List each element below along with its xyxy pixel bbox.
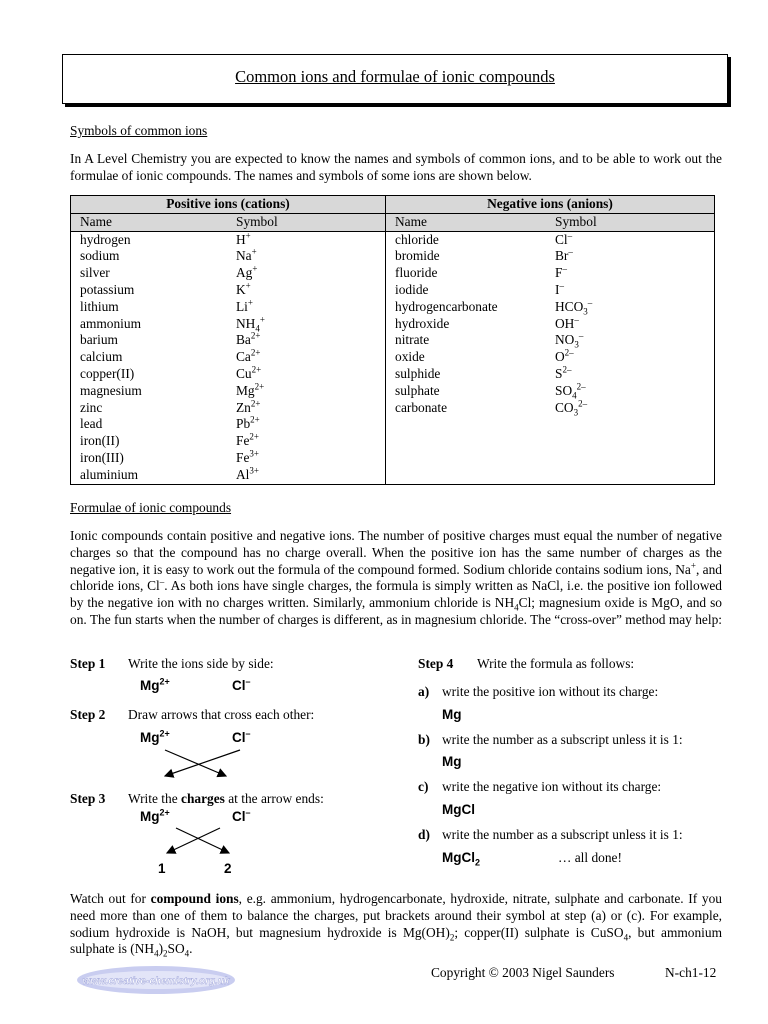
ion-symbol: Br– xyxy=(555,246,573,264)
step1-cl-ion: Cl– xyxy=(232,676,251,693)
name-column-label: Name xyxy=(80,213,112,229)
symbol-column-label: Symbol xyxy=(555,213,597,229)
ion-symbol: $Al^{3+}$ xyxy=(236,465,259,482)
ion-name: sulphide xyxy=(395,365,441,381)
step4-text: Write the formula as follows: xyxy=(477,656,635,671)
site-logo xyxy=(75,963,237,997)
all-done-text: … all done! xyxy=(558,850,622,865)
compound-ions-paragraph: Watch out for compound ions, e.g. ammonium, hydrogencarbonate, hydroxide, nitrate, sulphate and carbonate. If you need more than one of them to balance the charges, put brackets around their symbol at step (a) or (c). For example, sodium hydroxide is NaOH, but magnesium hydroxide is $Mg(OH)_2$; copper(II) sulphate is CuSO$_4$, but ammonium sulphate is $(NH_4)_2SO_4$. xyxy=(70,891,722,960)
svg-text:www.creative-chemistry.org.uk: www.creative-chemistry.org.uk xyxy=(82,976,230,987)
ion-name: sulphate xyxy=(395,382,440,398)
ion-name: zinc xyxy=(80,399,103,415)
ion-symbol: K+ xyxy=(236,280,251,297)
ion-name: sodium xyxy=(80,248,120,264)
ion-name: fluoride xyxy=(395,265,438,281)
ion-name: carbonate xyxy=(395,399,448,415)
step3-cl-ion: Cl– xyxy=(232,807,251,824)
negative-ions-list xyxy=(386,231,715,484)
step2-cross-arrows xyxy=(140,745,260,785)
ion-name: chloride xyxy=(395,231,439,247)
ion-name: lead xyxy=(80,416,103,432)
page-code: N-ch1-12 xyxy=(665,965,717,980)
ion-symbol: $Ca^{2+}$ xyxy=(236,347,261,365)
ion-name: aluminium xyxy=(80,466,139,482)
ions-table xyxy=(70,195,715,485)
ion-name: hydrogen xyxy=(80,231,131,247)
ion-name: barium xyxy=(80,332,118,348)
ion-name: potassium xyxy=(80,281,135,297)
ion-name: silver xyxy=(80,265,110,281)
step2-cl-ion: Cl– xyxy=(232,728,251,745)
formulae-paragraph: Ionic compounds contain positive and negative ions. The number of positive charges must equal the number of negative charges so that the compound has no charge overall. When the positive ion has the same number of charges as the negative ion, it is easy to work out the formula of the compound formed. Sodium chloride contains sodium ions, Na+, and chloride ions, Cl–. As both ions have single charges, the formula is simply written as NaCl, i.e. the positive ion followed by the negative ion with no charges written. Similarly, ammonium chloride is $NH_4Cl$; magnesium oxide is MgO, and so on. The fun starts when the number of charges is different, as in magnesium chloride. The “cross-over” method may help: xyxy=(70,528,722,627)
ion-name: bromide xyxy=(395,248,440,264)
negative-symbols xyxy=(555,232,592,417)
negative-ions-header: Negative ions (anions) xyxy=(386,196,715,214)
symbol-column-label: Symbol xyxy=(236,213,278,229)
step4d-text: write the number as a subscript unless it is 1: xyxy=(442,827,683,842)
ion-name: iron(II) xyxy=(80,433,120,449)
ion-symbol: $Fe^{2+}$ xyxy=(236,431,259,449)
ion-symbol: $NO_3^-$ xyxy=(555,330,584,351)
positive-symbols xyxy=(236,232,265,484)
ion-name: calcium xyxy=(80,349,123,365)
positive-names xyxy=(80,232,236,484)
ion-symbol: $CO_3^{2-}$ xyxy=(555,398,588,418)
ion-name: iron(III) xyxy=(80,449,124,465)
section-heading-symbols: Symbols of common ions xyxy=(70,123,208,138)
ion-symbol: Li+ xyxy=(236,297,253,314)
step2-text: Draw arrows that cross each other: xyxy=(128,707,315,722)
ion-symbol: Na+ xyxy=(236,246,257,264)
step4d-label: d) xyxy=(418,827,430,842)
step1-mg-ion: $Mg^{2+}$ xyxy=(140,676,170,693)
ion-symbol: $Pb^{2+}$ xyxy=(236,414,260,432)
step4-label: Step 4 xyxy=(418,656,454,671)
ion-symbol: $HCO_3^-$ xyxy=(555,297,593,317)
ion-name: ammonium xyxy=(80,315,141,331)
ion-symbol: I– xyxy=(555,280,564,297)
step4a-label: a) xyxy=(418,684,430,699)
ion-symbol: $Fe^{3+}$ xyxy=(236,448,259,465)
copyright-text: Copyright © 2003 Nigel Saunders xyxy=(431,965,615,980)
ion-symbol: $O^{2-}$ xyxy=(555,347,574,365)
step4c-result: MgCl xyxy=(442,802,475,817)
step3-mg-ion: $Mg^{2+}$ xyxy=(140,807,170,824)
step4b-label: b) xyxy=(418,732,430,747)
ion-name: hydroxide xyxy=(395,315,450,331)
positive-ions-header: Positive ions (cations) xyxy=(71,196,386,214)
negative-subheader xyxy=(386,213,715,231)
positive-ions-list xyxy=(71,231,386,484)
intro-paragraph: In A Level Chemistry you are expected to know the names and symbols of common ions, and to be able to work out the formulae of ionic compounds. The names and symbols of some ions are shown below. xyxy=(70,151,722,183)
step1-label: Step 1 xyxy=(70,656,106,671)
step2-mg-ion: $Mg^{2+}$ xyxy=(140,728,170,745)
ion-symbol: $S^{2-}$ xyxy=(555,364,572,381)
ion-name: nitrate xyxy=(395,332,430,348)
negative-names xyxy=(395,232,555,417)
step4a-result: Mg xyxy=(442,707,462,722)
step4a-text: write the positive ion without its charge: xyxy=(442,684,659,699)
step3-label: Step 3 xyxy=(70,791,106,806)
ion-name: magnesium xyxy=(80,382,142,398)
ion-symbol: Ag+ xyxy=(236,263,258,281)
ion-name: copper(II) xyxy=(80,365,135,381)
ion-name: iodide xyxy=(395,281,429,297)
ion-symbol: $Ba^{2+}$ xyxy=(236,330,261,348)
charge-number-1: 1 xyxy=(158,861,166,876)
page-title: Common ions and formulae of ionic compounds xyxy=(235,67,555,86)
step4c-label: c) xyxy=(418,779,429,794)
ion-name: lithium xyxy=(80,298,119,314)
ion-symbol: $SO_4^{2-}$ xyxy=(555,381,586,401)
charge-number-2: 2 xyxy=(224,861,232,876)
ion-symbol: Cl– xyxy=(555,230,573,247)
step4b-text: write the number as a subscript unless it is 1: xyxy=(442,732,683,747)
step2-label: Step 2 xyxy=(70,707,106,722)
ion-symbol: H+ xyxy=(236,230,251,247)
step1-text: Write the ions side by side: xyxy=(128,656,274,671)
ion-name: hydrogencarbonate xyxy=(395,298,498,314)
ion-symbol: OH– xyxy=(555,314,579,331)
step4c-text: write the negative ion without its charge: xyxy=(442,779,662,794)
ion-symbol: $Mg^{2+}$ xyxy=(236,381,265,398)
section-heading-formulae: Formulae of ionic compounds xyxy=(70,500,232,515)
ion-symbol: F– xyxy=(555,263,567,281)
title-box xyxy=(62,54,728,104)
step4d-result: MgCl$_2$ xyxy=(442,850,481,868)
ion-symbol: $Zn^{2+}$ xyxy=(236,398,261,415)
ion-symbol: $Cu^{2+}$ xyxy=(236,364,262,381)
positive-subheader xyxy=(71,213,386,231)
step4b-result: Mg xyxy=(442,754,462,769)
ion-name: oxide xyxy=(395,349,425,365)
step3-cross-arrows xyxy=(140,824,260,860)
name-column-label: Name xyxy=(395,213,427,229)
step3-text: Write the charges at the arrow ends: xyxy=(128,791,324,806)
ion-symbol: $NH_4^+$ xyxy=(236,314,265,334)
